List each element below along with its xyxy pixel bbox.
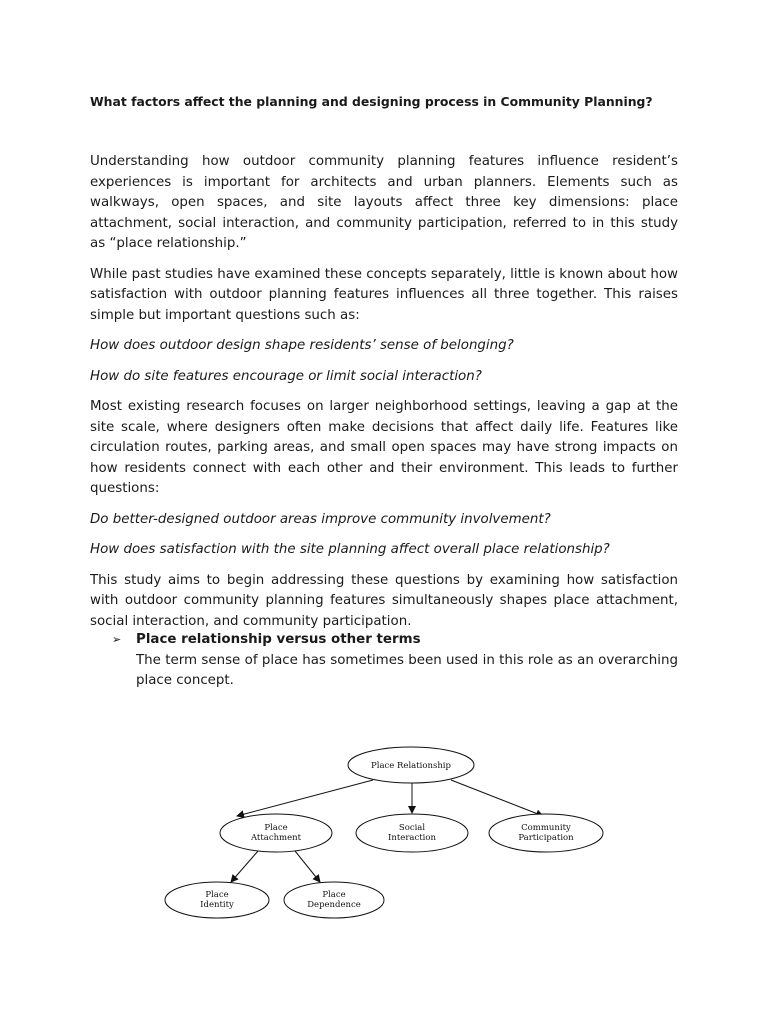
bullet-text: The term sense of place has sometimes been used in this role as an overarching place concept. xyxy=(136,652,678,688)
question-belonging: How does outdoor design shape residents’ sense of belonging? xyxy=(90,338,514,353)
node-community-participation-line2: Participation xyxy=(518,833,574,843)
edge-attachment-to-dependence xyxy=(295,851,320,882)
intro-section xyxy=(90,152,678,632)
node-place-attachment-line2: Attachment xyxy=(250,833,302,843)
node-place-dependence-line2: Dependence xyxy=(307,900,361,910)
node-community-participation-line1: Community xyxy=(521,823,571,833)
place-relationship-diagram xyxy=(150,740,630,930)
node-social-interaction-line2: Interaction xyxy=(388,833,436,843)
node-place-relationship-label: Place Relationship xyxy=(371,761,451,771)
node-place-dependence xyxy=(284,882,384,918)
paragraph-study-aims: This study aims to begin addressing these questions by examining how satisfaction with outdoor community planning features simultaneously shapes place attachment, social interaction, and community participation. xyxy=(90,572,678,629)
node-place-attachment-line1: Place xyxy=(264,823,288,833)
node-social-interaction xyxy=(356,814,468,852)
node-place-identity-line1: Place xyxy=(205,890,229,900)
document-heading: What factors affect the planning and designing process in Community Planning? xyxy=(90,94,653,109)
bullet-item xyxy=(112,630,678,651)
edge-attachment-to-identity xyxy=(231,851,258,882)
question-place-relationship: How does satisfaction with the site planning affect overall place relationship? xyxy=(90,542,610,557)
node-place-dependence-line1: Place xyxy=(322,890,346,900)
paragraph-understanding: Understanding how outdoor community planning features influence resident’s experiences is important for architects and urban planners. Elements such as walkways, open spaces, and site layouts affect three key dimensions: place attachment, social interaction, and community participation, referred to in this study as “place relationship.” xyxy=(90,154,678,251)
paragraph-past-studies: While past studies have examined these concepts separately, little is known about how satisfaction with outdoor planning features influences all three together. This raises simple but important questions such as: xyxy=(90,266,678,323)
bullet-title: Place relationship versus other terms xyxy=(136,632,421,647)
diagram-svg xyxy=(150,740,630,930)
node-place-attachment xyxy=(220,814,332,852)
paragraph-existing-research: Most existing research focuses on larger neighborhood settings, leaving a gap at the site scale, where designers often make decisions that affect daily life. Features like circulation routes, parking areas, and small open spaces may have strong impacts on how residents connect with each other and their environment. This leads to further questions: xyxy=(90,399,678,496)
question-community-involvement: Do better-designed outdoor areas improve community involvement? xyxy=(90,511,551,527)
edge-root-to-community xyxy=(451,780,543,816)
node-place-identity-line2: Identity xyxy=(200,900,234,910)
node-social-interaction-line1: Social xyxy=(398,823,426,833)
node-community-participation xyxy=(489,814,603,852)
edge-root-to-attachment xyxy=(237,780,373,816)
node-place-relationship xyxy=(348,747,474,783)
node-place-identity xyxy=(165,882,269,918)
arrowhead-bullet-icon: ➢ xyxy=(112,633,122,646)
question-social-interaction: How do site features encourage or limit social interaction? xyxy=(90,368,482,384)
bullet-list xyxy=(112,630,678,692)
